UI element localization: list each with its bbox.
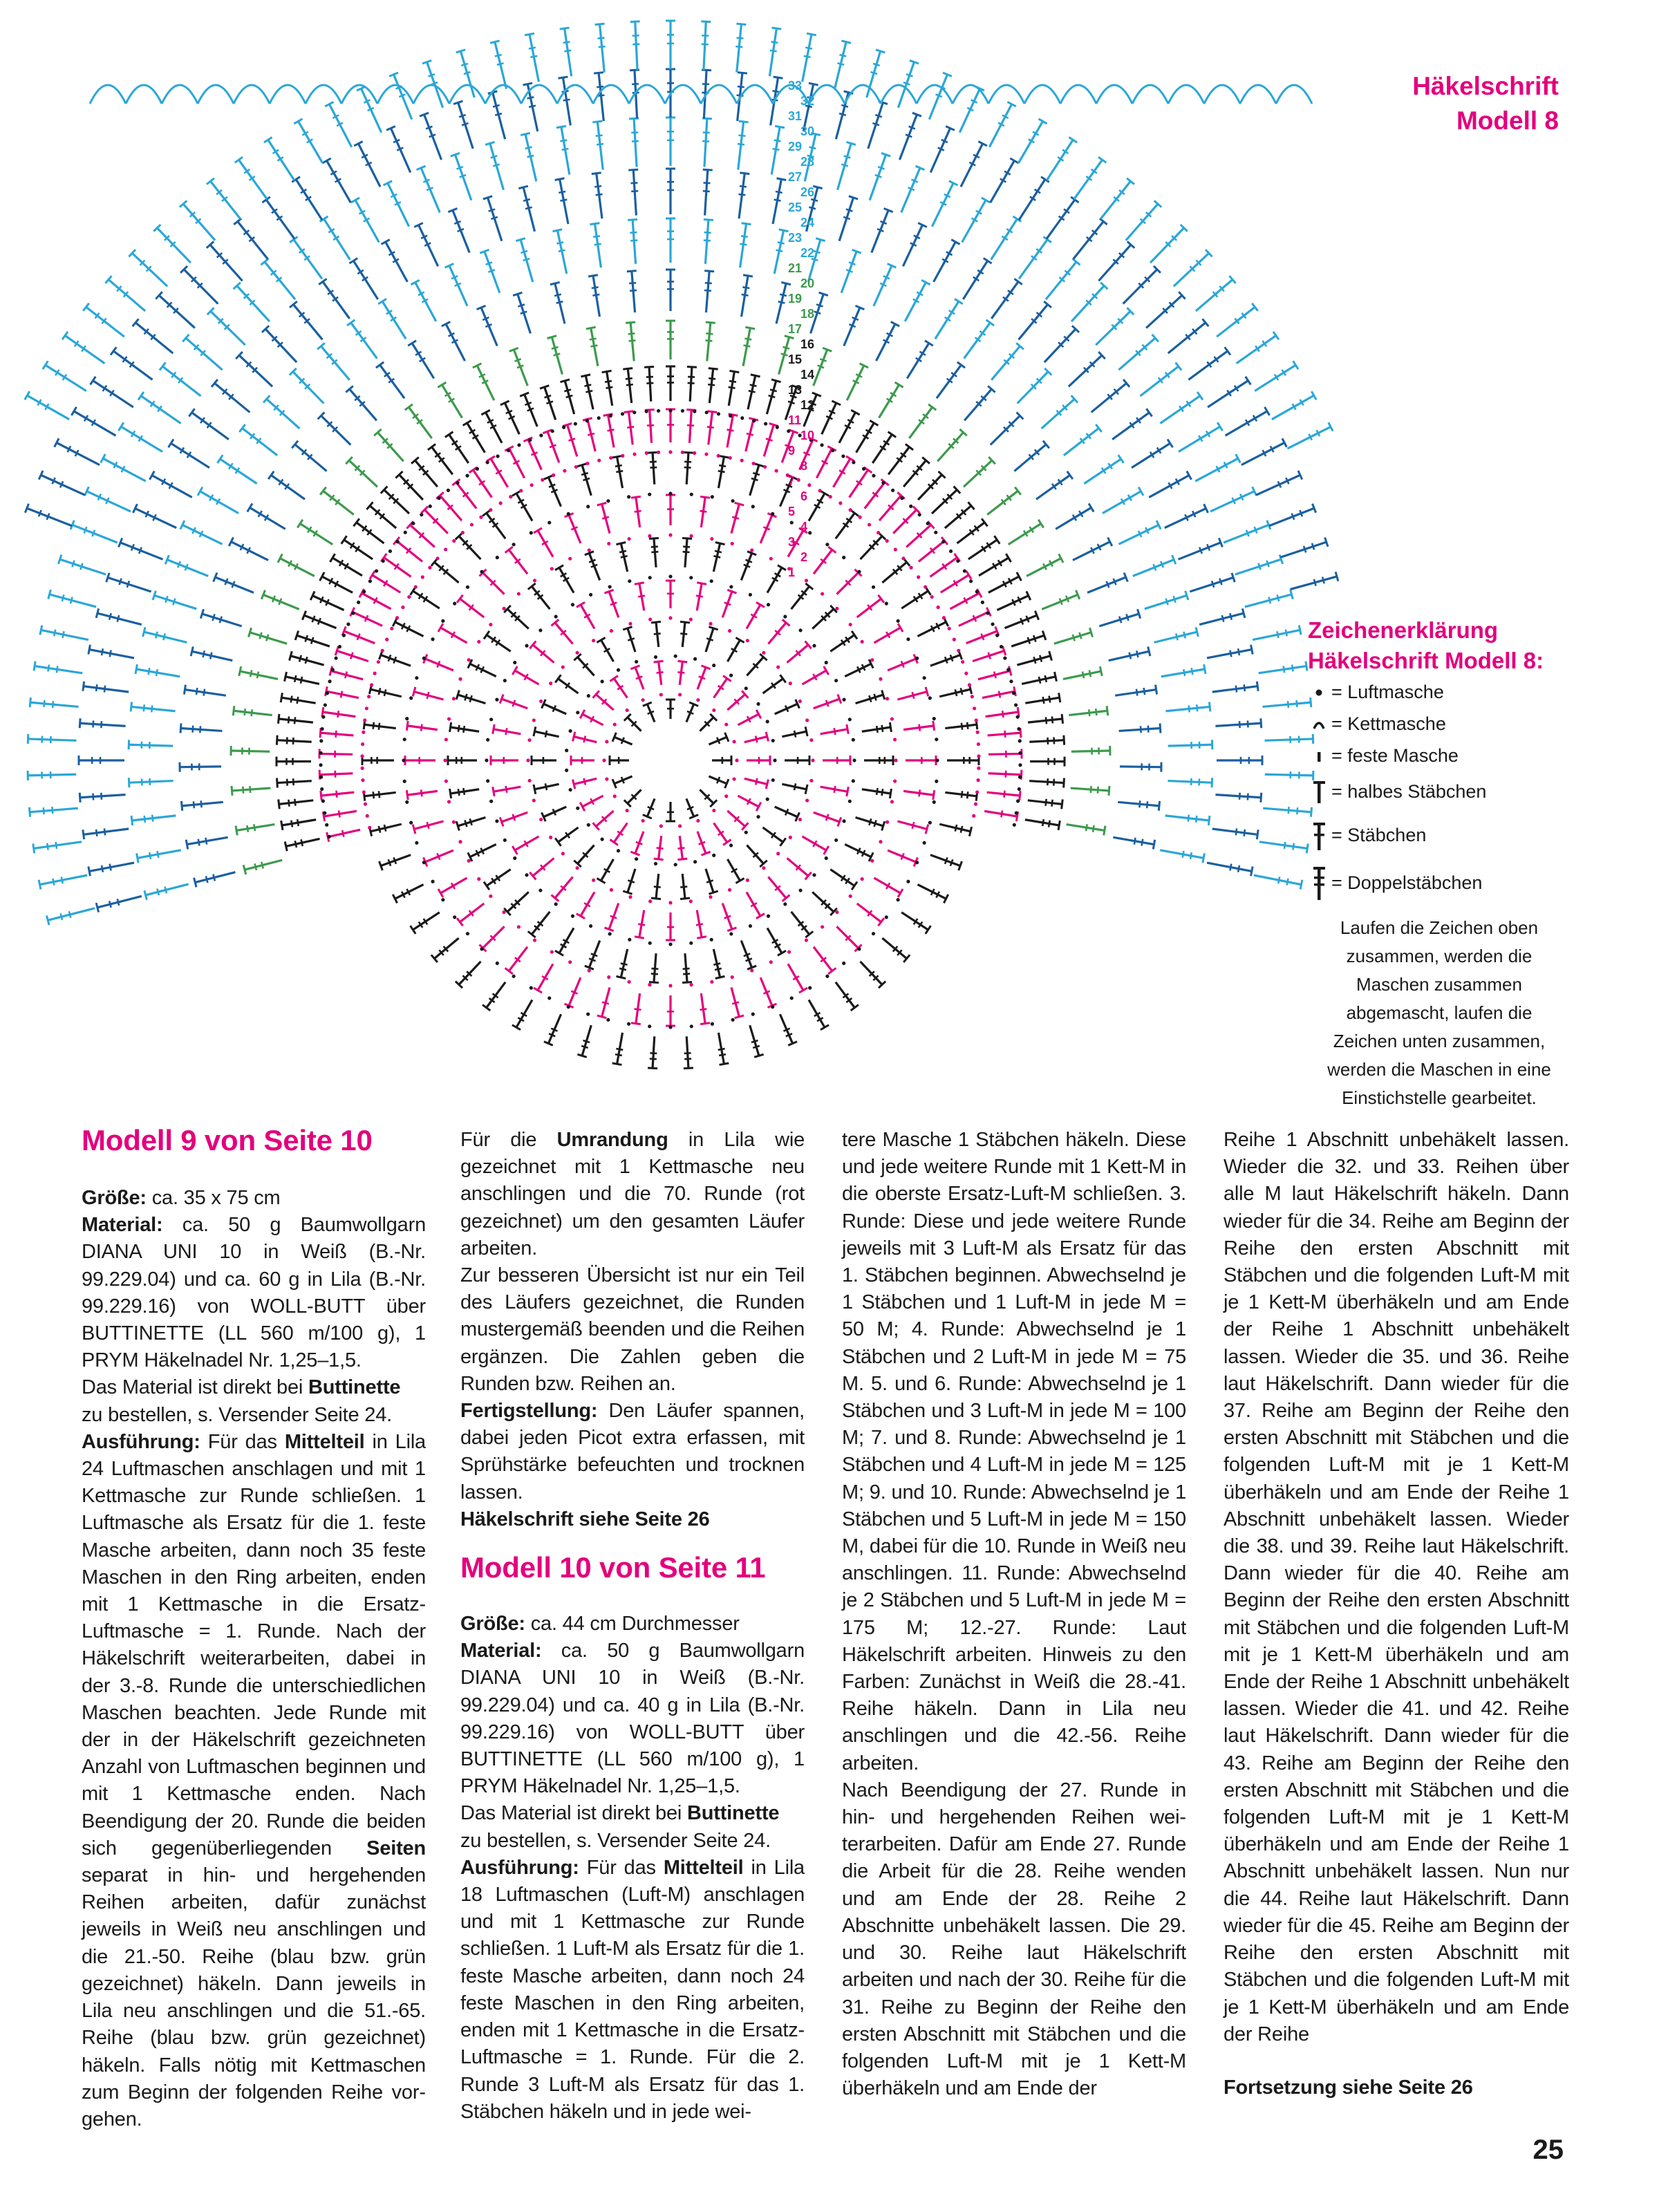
symbol-legend — [1308, 615, 1598, 1112]
row-number-label: 18 — [800, 307, 815, 321]
row-number-label: 32 — [800, 94, 815, 108]
row-number-label: 31 — [788, 109, 803, 123]
border-bold: Umrandung — [556, 1129, 668, 1151]
size-text: ca. 44 cm Durchmesser — [525, 1613, 740, 1635]
size-text: ca. 35 x 75 cm — [146, 1187, 281, 1209]
legend-note: Laufen die Zeichen oben zusammen, werden die Maschen zusammen abgemascht, laufen die Zeichen unten zusammen, werden die Maschen in eine Einstichstelle gearbeitet. — [1327, 917, 1551, 1108]
order-pre: Das Material ist direkt bei — [82, 1376, 309, 1399]
legend-label: = Doppelstäbchen — [1331, 872, 1483, 893]
row-number-label: 5 — [788, 505, 796, 518]
material-text: ca. 50 g Baumwollgarn DIANA UNI 10 in Weiß (B.-Nr. 99.229.04) und ca. 60 g in Lila (B.-Nr. 99.229.16) von WOLL-BUTT über BUTTINETTE (LL 560 m/100 g), 1 PRYM Häkelnadel Nr. 1,25–1,5. — [82, 1214, 426, 1372]
row-number-label: 22 — [800, 246, 815, 260]
exec-label: Ausführung: — [460, 1856, 579, 1879]
chart-title — [1412, 69, 1559, 138]
exec-label: Ausführung: — [82, 1430, 200, 1453]
row-number-label: 12 — [800, 398, 815, 412]
row-number-label: 10 — [800, 429, 815, 442]
row-number-label: 29 — [788, 140, 803, 153]
exec-text: in Lila 18 Luftmaschen (Luft-M) anschlagen und mit 1 Kettmasche zur Runde schließen. 1 Luft-M als Ersatz für die 1. feste Masche arbeiten, dann noch 24 feste Maschen in den Ring arbeiten, enden mit 1 Kettmasche in die Ersatz-Luftmasche = 1. Runde. Für die 2. Runde 3 Luft-M als Ersatz für das 1. Stäbchen häkeln und in jede wei- — [460, 1856, 805, 2123]
order-bold: Buttinette — [308, 1376, 401, 1399]
size-label: Größe: — [460, 1613, 525, 1635]
exec-bold: Mittelteil — [663, 1856, 744, 1879]
column-4 — [1224, 1127, 1569, 2101]
model10-material — [460, 1638, 805, 1800]
finish-body: Den Läufer spannen, dabei jeden Picot extra erfassen, mit Sprühstärke befeuchten und trocknen lassen. — [460, 1400, 805, 1503]
model9-size — [82, 1185, 426, 1212]
model9-material — [82, 1212, 426, 1374]
row-number-label: 30 — [800, 124, 815, 138]
material-text: ca. 50 g Baumwollgarn DIANA UNI 10 in Weiß (B.-Nr. 99.229.04) und ca. 40 g in Lila (B.-Nr. 99.229.16) von WOLL-BUTT über BUTTINETTE (LL 560 m/100 g), 1 PRYM Häkelnadel Nr. 1,25–1,5. — [460, 1640, 805, 1798]
sides-text: separat in hin- und hergehenden Reihen arbeiten, dafür zunächst jeweils in Weiß neu anschlingen und die 21.-50. Reihe (blau bzw. grün gezeichnet) häkeln. Dann jeweils in Lila neu anschlingen und die 51.-65. Reihe (blau bzw. grün gezeichnet) häkeln. Falls nötig mit Kettmaschen zum Beginn der folgenden Reihe vorgehen. — [82, 1864, 426, 2130]
row-number-label: 20 — [800, 276, 815, 290]
exec-text: in Lila 24 Luftmaschen anschlagen und mit 1 Kettmasche zur Runde schließen. 1 Luftmasche als Ersatz für die 1. feste Masche arbeiten, dann noch 35 feste Maschen in den Ring arbeiten, enden mit 1 Kettmasche in die Ersatz-Luftmasche = 1. Runde. Nach der Häkelschrift weiterarbeiten, dabei in der 3.-8. Runde die unterschiedlichen Maschen beachten. Jede Runde mit der in der Häkelschrift gezeichneten Anzahl von Luftmaschen beginnen und mit 1 Kettmasche enden. Nach Beendigung der 20. Runde die beiden sich gegenüberliegenden — [82, 1430, 426, 1859]
chart-title-line1: Häkelschrift — [1412, 72, 1559, 100]
chart-title-line2: Modell 8 — [1456, 106, 1559, 135]
chain-stitch-icon — [1312, 676, 1333, 708]
exec-pre: Für das — [200, 1430, 285, 1453]
row-number-label: 23 — [788, 231, 803, 245]
legend-item-chain — [1308, 676, 1598, 708]
order-pre: Das Material ist direkt bei — [460, 1802, 688, 1825]
model9-execution — [82, 1429, 426, 2133]
row-number-label: 4 — [800, 520, 808, 534]
legend-label: = Stäbchen — [1331, 825, 1427, 845]
size-label: Größe: — [82, 1187, 147, 1209]
row-number-label: 3 — [788, 535, 796, 549]
material-label: Material: — [460, 1640, 542, 1662]
row-number-label: 9 — [788, 444, 796, 458]
legend-title-line2: Häkelschrift Modell 8: — [1308, 648, 1544, 673]
exec-pre: Für das — [579, 1856, 664, 1879]
column-3 — [842, 1127, 1186, 2102]
row-number-label: 26 — [800, 185, 815, 199]
row-number-label: 11 — [788, 413, 802, 427]
border-body: in Lila wie gezeichnet mit 1 Kettmasche neu anschlingen und die 70. Runde (rot gezeichnet) um den gesamten Läufer arbeiten. — [460, 1129, 805, 1259]
sides-bold: Seiten — [366, 1837, 426, 1859]
column-2 — [460, 1127, 805, 2126]
model10-order — [460, 1800, 805, 1854]
row-number-label: 14 — [800, 368, 815, 382]
row-number-label: 24 — [800, 216, 815, 229]
legend-item-slip — [1308, 708, 1598, 740]
row-number-label: 15 — [788, 353, 803, 366]
legend-label: = halbes Stäbchen — [1331, 781, 1487, 802]
order-post: zu bestellen, s. Versender Seite 24. — [82, 1403, 393, 1426]
legend-item-dc — [1308, 812, 1598, 859]
legend-item-hdc — [1308, 771, 1598, 812]
material-label: Material: — [82, 1214, 163, 1237]
row-number-label: 25 — [788, 200, 803, 214]
double-crochet-icon — [1312, 812, 1333, 843]
column-1 — [82, 1121, 426, 2133]
row-number-label: 21 — [788, 261, 803, 275]
legend-label: = Kettmasche — [1331, 713, 1446, 734]
legend-label: = Luftmasche — [1331, 682, 1444, 702]
row-number-label: 27 — [788, 170, 803, 184]
half-double-crochet-icon — [1312, 771, 1333, 803]
row-number-label: 7 — [788, 474, 796, 488]
row-number-label: 19 — [788, 292, 803, 306]
col3-text-1: tere Masche 1 Stäbchen häkeln. Diese und jede weitere Runde mit 1 Kett-M in die oberste Ersatz-Luft-M schließen. 3. Runde: Diese und jede weitere Runde jeweils mit 3 Luft-M als Ersatz für das 1. Stäbchen beginnen. Abwechselnd je 1 Stäbchen und 1 Luft-M in jede M = 50 M; 4. Runde: Abwechselnd je 1 Stäbchen und 2 Luft-M in jede M = 75 M. 5. und 6. Runde: Abwechselnd je 1 Stäbchen und 3 Luft-M in jede M = 100 M; 7. und 8. Runde: Abwechselnd je 1 Stäbchen und 4 Luft-M in jede M = 125 M; 9. und 10. Runde: Abwechselnd je 1 Stäbchen und 5 Luft-M in jede M = 150 M, dabei für die 10. Runde in Weiß neu anschlingen. 11. Runde: Abwechselnd je 2 Stäbchen und 5 Luft-M in jede M = 175 M; 12.-27. Runde: Laut Häkelschrift arbeiten. Hinweis zu den Farben: Zunächst in Weiß die 28.-41. Reihe häkeln. Dann in Lila neu anschlingen und die 42.-56. Reihe arbeiten. — [842, 1129, 1186, 1774]
page-number: 25 — [1533, 2135, 1564, 2165]
legend-title-line1: Zeichenerklärung — [1308, 617, 1499, 643]
row-number-label: 17 — [788, 322, 803, 336]
row-number-label: 2 — [800, 550, 808, 564]
continuation-note: Fortsetzung siehe Seite 26 — [1224, 2076, 1473, 2099]
model9-order — [82, 1374, 426, 1428]
chart-reference: Häkelschrift siehe Seite 26 — [460, 1508, 710, 1530]
model10-size — [460, 1611, 805, 1638]
overview-text: Zur besseren Übersicht ist nur ein Teil des Läufers gezeichnet, die Runden mustergemäß beenden und die Reihen ergänzen. Die Zahlen geben die Runden bzw. Reihen an. — [460, 1264, 805, 1395]
finish-label: Fertigstellung: — [460, 1400, 598, 1423]
model10-heading: Modell 10 von Seite 11 — [460, 1551, 766, 1584]
finish-text — [460, 1398, 805, 1506]
legend-item-sc — [1308, 740, 1598, 771]
model10-execution — [460, 1855, 805, 2126]
row-number-label: 1 — [788, 565, 796, 579]
legend-label: = feste Masche — [1331, 745, 1459, 766]
row-number-label: 6 — [800, 489, 808, 503]
row-number-label: 28 — [800, 155, 815, 169]
legend-title — [1308, 615, 1598, 676]
exec-bold: Mittelteil — [284, 1430, 365, 1453]
border-text — [460, 1127, 805, 1262]
border-pre: Für die — [460, 1129, 557, 1151]
row-number-label: 8 — [800, 459, 808, 473]
row-number-label: 16 — [800, 337, 815, 351]
single-crochet-icon — [1312, 740, 1333, 771]
order-post: zu bestellen, s. Versender Seite 24. — [460, 1829, 771, 1852]
row-number-label: 33 — [788, 79, 803, 93]
order-bold: Buttinette — [687, 1802, 780, 1825]
slip-stitch-icon — [1312, 708, 1333, 740]
model9-heading: Modell 9 von Seite 10 — [82, 1124, 373, 1156]
col3-text-2: Nach Beendigung der 27. Runde in hin- und hergehenden Reihen weiterarbeiten. Dafür am Ende 27. Runde die Arbeit für die 28. Reihe wenden und am Ende der 28. Reihe 2 Abschnitte unbehäkelt lassen. Die 29. und 30. Reihe laut Häkelschrift arbeiten und nach der 30. Reihe für die 31. Reihe zu Beginn der Reihe den ersten Abschnitt mit Stäbchen und die folgenden Luft-M mit je 1 Kett-M überhäkeln und am Ende der — [842, 1779, 1186, 2100]
legend-item-tr — [1308, 859, 1598, 907]
col4-text-1: Reihe 1 Abschnitt unbehäkelt lassen. Wieder die 32. und 33. Reihen über alle M laut Häkelschrift häkeln. Dann wieder für die 34. Reihe am Beginn der Reihe den ersten Abschnitt mit Stäbchen und die folgenden Luft-M mit je 1 Kett-M überhäkeln und am Ende der Reihe 1 Abschnitt unbehäkelt lassen. Wieder die 35. und 36. Reihe laut Häkelschrift. Dann wieder für die 37. Reihe am Beginn der Reihe den ersten Abschnitt mit Stäbchen und die folgenden Luft-M mit je 1 Kett-M überhäkeln und am Ende der Reihe 1 Abschnitt unbehäkelt lassen. Wieder die 38. und 39. Reihe laut Häkelschrift. Dann wieder für die 40. Reihe am Beginn der Reihe den ersten Abschnitt mit Stäbchen und die folgenden Luft-M mit je 1 Kett-M überhäkeln und am Ende der Reihe 1 Abschnitt unbehäkelt lassen. Wieder die 41. und 42. Reihe laut Häkelschrift. Dann wieder für die 43. Reihe am Beginn der Reihe den ersten Abschnitt mit Stäbchen und die folgenden Luft-M mit je 1 Kett-M überhäkeln und am Ende der Reihe 1 Abschnitt unbehäkelt lassen. Nun nur die 44. Reihe laut Häkelschrift. Dann wieder für die 45. Reihe am Beginn der Reihe den ersten Abschnitt mit Stäbchen und die folgenden Luft-M mit je 1 Kett-M überhäkeln und am Ende der Reihe — [1224, 1129, 1569, 2045]
row-number-label: 13 — [788, 383, 803, 397]
treble-crochet-icon — [1312, 859, 1333, 890]
